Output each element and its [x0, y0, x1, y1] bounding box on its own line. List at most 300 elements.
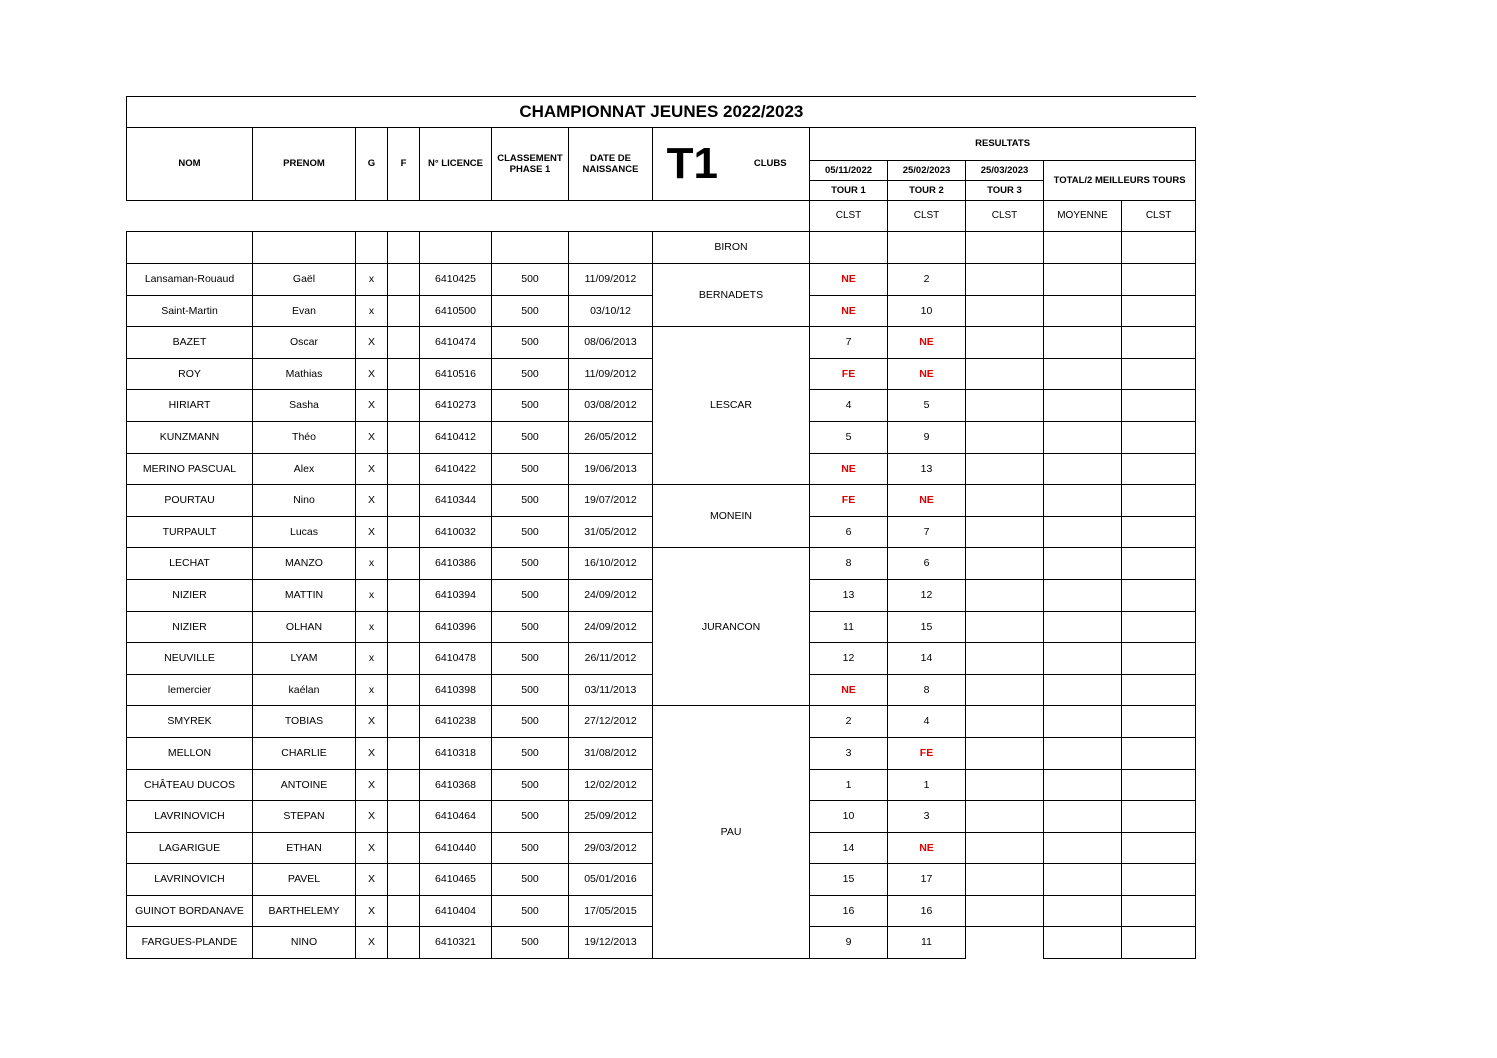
results-sheet: [126, 96, 1193, 959]
header-clubs: CLUBS: [732, 128, 810, 201]
cell-licence: 6410422: [420, 453, 492, 485]
cell-t3: [966, 895, 1044, 927]
cell-clst: [1122, 453, 1196, 485]
cell-moyenne: [1044, 895, 1122, 927]
cell-moyenne: [1044, 927, 1122, 959]
cell-f: [388, 390, 420, 422]
cell-g: [356, 232, 388, 264]
cell-g: x: [356, 674, 388, 706]
cell-t2-rank: 8: [888, 674, 966, 706]
cell-classement: 500: [492, 358, 569, 390]
cell-t2-rank: NE: [888, 832, 966, 864]
cell-prenom: MATTIN: [253, 579, 356, 611]
cell-clst: [1122, 421, 1196, 453]
cell-moyenne: [1044, 579, 1122, 611]
cell-moyenne: [1044, 548, 1122, 580]
cell-clst: [1122, 895, 1196, 927]
cell-g: X: [356, 864, 388, 896]
cell-t1-rank: 7: [810, 327, 888, 359]
cell-f: [388, 327, 420, 359]
cell-t2-rank: 4: [888, 706, 966, 738]
cell-t2-rank: 9: [888, 421, 966, 453]
cell-t1-rank: 2: [810, 706, 888, 738]
cell-f: [388, 358, 420, 390]
header-g: G: [356, 128, 388, 201]
cell-f: [388, 895, 420, 927]
cell-g: x: [356, 295, 388, 327]
table-row: [127, 327, 1196, 359]
cell-clst: [1122, 579, 1196, 611]
header-spacer: [127, 201, 810, 232]
cell-t3: [966, 453, 1044, 485]
results-table: [126, 96, 1196, 959]
cell-moyenne: [1044, 643, 1122, 675]
cell-t1-rank: NE: [810, 295, 888, 327]
header-resultats: RESULTATS: [810, 128, 1196, 161]
cell-f: [388, 737, 420, 769]
cell-g: X: [356, 927, 388, 959]
cell-t3: [966, 769, 1044, 801]
table-row: [127, 706, 1196, 738]
cell-f: [388, 927, 420, 959]
cell-g: x: [356, 548, 388, 580]
header-clst-2: CLST: [888, 201, 966, 232]
cell-prenom: PAVEL: [253, 864, 356, 896]
cell-f: [388, 769, 420, 801]
cell-licence: 6410368: [420, 769, 492, 801]
cell-t3: [966, 548, 1044, 580]
header-clst-total: CLST: [1122, 201, 1196, 232]
cell-prenom: STEPAN: [253, 801, 356, 833]
cell-g: x: [356, 611, 388, 643]
cell-nom: HIRIART: [127, 390, 253, 422]
cell-prenom: Evan: [253, 295, 356, 327]
cell-nom: MERINO PASCUAL: [127, 453, 253, 485]
cell-g: X: [356, 421, 388, 453]
cell-moyenne: [1044, 232, 1122, 264]
cell-clst: [1122, 927, 1196, 959]
header-moyenne: MOYENNE: [1044, 201, 1122, 232]
cell-clst: [1122, 485, 1196, 517]
cell-t2-rank: 12: [888, 579, 966, 611]
cell-licence: 6410516: [420, 358, 492, 390]
cell-t3: [966, 801, 1044, 833]
cell-classement: 500: [492, 548, 569, 580]
cell-licence: 6410321: [420, 927, 492, 959]
cell-moyenne: [1044, 769, 1122, 801]
cell-t2-rank: 11: [888, 927, 966, 959]
cell-g: X: [356, 706, 388, 738]
cell-prenom: MANZO: [253, 548, 356, 580]
cell-classement: 500: [492, 832, 569, 864]
header-clst-1: CLST: [810, 201, 888, 232]
cell-t2-rank: 5: [888, 390, 966, 422]
cell-nom: LAGARIGUE: [127, 832, 253, 864]
cell-classement: 500: [492, 516, 569, 548]
cell-licence: 6410398: [420, 674, 492, 706]
cell-naissance: 31/05/2012: [569, 516, 653, 548]
cell-t3: [966, 390, 1044, 422]
cell-naissance: 05/01/2016: [569, 864, 653, 896]
cell-f: [388, 548, 420, 580]
cell-clst: [1122, 232, 1196, 264]
club-name: JURANCON: [653, 548, 810, 706]
cell-moyenne: [1044, 516, 1122, 548]
cell-t3: [966, 579, 1044, 611]
cell-licence: 6410440: [420, 832, 492, 864]
cell-nom: NIZIER: [127, 611, 253, 643]
cell-t1-rank: 9: [810, 927, 888, 959]
cell-prenom: NINO: [253, 927, 356, 959]
cell-licence: 6410425: [420, 264, 492, 296]
table-row: [127, 264, 1196, 296]
cell-f: [388, 579, 420, 611]
cell-g: X: [356, 390, 388, 422]
cell-nom: NIZIER: [127, 579, 253, 611]
cell-t2-rank: 7: [888, 516, 966, 548]
cell-g: X: [356, 516, 388, 548]
cell-t2-rank: NE: [888, 327, 966, 359]
cell-t3: [966, 674, 1044, 706]
cell-g: X: [356, 737, 388, 769]
cell-clst: [1122, 327, 1196, 359]
cell-nom: lemercier: [127, 674, 253, 706]
cell-naissance: 08/06/2013: [569, 327, 653, 359]
cell-t3: [966, 485, 1044, 517]
cell-f: [388, 643, 420, 675]
cell-g: X: [356, 327, 388, 359]
cell-nom: KUNZMANN: [127, 421, 253, 453]
cell-t2-rank: 13: [888, 453, 966, 485]
cell-nom: LAVRINOVICH: [127, 864, 253, 896]
cell-nom: Saint-Martin: [127, 295, 253, 327]
cell-licence: 6410474: [420, 327, 492, 359]
cell-prenom: Sasha: [253, 390, 356, 422]
cell-t2-rank: NE: [888, 485, 966, 517]
cell-clst: [1122, 737, 1196, 769]
cell-t2-rank: 15: [888, 611, 966, 643]
cell-t3: [966, 232, 1044, 264]
cell-prenom: [253, 232, 356, 264]
cell-prenom: Lucas: [253, 516, 356, 548]
cell-classement: [492, 232, 569, 264]
cell-licence: 6410500: [420, 295, 492, 327]
cell-licence: 6410465: [420, 864, 492, 896]
cell-naissance: 19/12/2013: [569, 927, 653, 959]
cell-g: X: [356, 895, 388, 927]
cell-t2-rank: 10: [888, 295, 966, 327]
cell-f: [388, 864, 420, 896]
cell-t3: [966, 832, 1044, 864]
cell-classement: 500: [492, 643, 569, 675]
cell-licence: 6410273: [420, 390, 492, 422]
club-name: BERNADETS: [653, 264, 810, 327]
cell-licence: 6410404: [420, 895, 492, 927]
tour2-date: 25/02/2023: [888, 161, 966, 181]
cell-t3: [966, 295, 1044, 327]
cell-clst: [1122, 390, 1196, 422]
cell-t2-rank: 3: [888, 801, 966, 833]
cell-prenom: OLHAN: [253, 611, 356, 643]
cell-nom: Lansaman-Rouaud: [127, 264, 253, 296]
cell-moyenne: [1044, 832, 1122, 864]
cell-classement: 500: [492, 927, 569, 959]
cell-moyenne: [1044, 674, 1122, 706]
cell-naissance: 19/07/2012: [569, 485, 653, 517]
header-naissance: DATE DE NAISSANCE: [569, 128, 653, 201]
cell-t1-rank: 3: [810, 737, 888, 769]
cell-t3: [966, 516, 1044, 548]
cell-g: x: [356, 579, 388, 611]
cell-naissance: 27/12/2012: [569, 706, 653, 738]
cell-nom: CHÂTEAU DUCOS: [127, 769, 253, 801]
cell-prenom: Gaël: [253, 264, 356, 296]
cell-t3: [966, 358, 1044, 390]
cell-prenom: Oscar: [253, 327, 356, 359]
cell-t1-rank: 5: [810, 421, 888, 453]
cell-clst: [1122, 611, 1196, 643]
club-name: PAU: [653, 706, 810, 959]
cell-f: [388, 706, 420, 738]
cell-f: [388, 611, 420, 643]
cell-t3: [966, 327, 1044, 359]
cell-t3: [966, 706, 1044, 738]
cell-classement: 500: [492, 390, 569, 422]
page-title: CHAMPIONNAT JEUNES 2022/2023: [127, 97, 1196, 128]
cell-t2-rank: 14: [888, 643, 966, 675]
cell-t2-rank: 17: [888, 864, 966, 896]
cell-clst: [1122, 358, 1196, 390]
cell-classement: 500: [492, 327, 569, 359]
header-clst-3: CLST: [966, 201, 1044, 232]
cell-f: [388, 674, 420, 706]
cell-g: X: [356, 485, 388, 517]
header-nom: NOM: [127, 128, 253, 201]
header-licence: N° LICENCE: [420, 128, 492, 201]
cell-classement: 500: [492, 453, 569, 485]
cell-naissance: 19/06/2013: [569, 453, 653, 485]
cell-t2-rank: 6: [888, 548, 966, 580]
cell-licence: 6410478: [420, 643, 492, 675]
cell-g: X: [356, 801, 388, 833]
cell-prenom: Nino: [253, 485, 356, 517]
cell-t1-rank: [810, 232, 888, 264]
cell-classement: 500: [492, 611, 569, 643]
cell-naissance: 29/03/2012: [569, 832, 653, 864]
cell-nom: GUINOT BORDANAVE: [127, 895, 253, 927]
table-row: [127, 485, 1196, 517]
cell-t1-rank: NE: [810, 674, 888, 706]
cell-g: x: [356, 643, 388, 675]
cell-naissance: 16/10/2012: [569, 548, 653, 580]
cell-moyenne: [1044, 295, 1122, 327]
cell-t1-rank: 10: [810, 801, 888, 833]
cell-licence: 6410386: [420, 548, 492, 580]
cell-moyenne: [1044, 390, 1122, 422]
cell-g: X: [356, 358, 388, 390]
cell-t1-rank: 15: [810, 864, 888, 896]
cell-licence: 6410394: [420, 579, 492, 611]
cell-naissance: 26/05/2012: [569, 421, 653, 453]
cell-f: [388, 801, 420, 833]
cell-clst: [1122, 295, 1196, 327]
cell-f: [388, 232, 420, 264]
cell-g: X: [356, 769, 388, 801]
cell-nom: LAVRINOVICH: [127, 801, 253, 833]
cell-licence: 6410344: [420, 485, 492, 517]
cell-prenom: CHARLIE: [253, 737, 356, 769]
cell-clst: [1122, 832, 1196, 864]
cell-t3: [966, 927, 1044, 959]
cell-classement: 500: [492, 706, 569, 738]
cell-classement: 500: [492, 864, 569, 896]
cell-nom: ROY: [127, 358, 253, 390]
cell-t1-rank: 14: [810, 832, 888, 864]
cell-g: X: [356, 453, 388, 485]
cell-moyenne: [1044, 801, 1122, 833]
cell-prenom: Mathias: [253, 358, 356, 390]
header-f: F: [388, 128, 420, 201]
cell-prenom: ETHAN: [253, 832, 356, 864]
cell-prenom: LYAM: [253, 643, 356, 675]
cell-prenom: Alex: [253, 453, 356, 485]
cell-naissance: 31/08/2012: [569, 737, 653, 769]
cell-clst: [1122, 801, 1196, 833]
cell-nom: SMYREK: [127, 706, 253, 738]
cell-naissance: 03/10/12: [569, 295, 653, 327]
cell-prenom: Théo: [253, 421, 356, 453]
cell-nom: POURTAU: [127, 485, 253, 517]
cell-t2-rank: 1: [888, 769, 966, 801]
tableau-label: T1: [653, 128, 732, 201]
cell-moyenne: [1044, 358, 1122, 390]
cell-naissance: 24/09/2012: [569, 611, 653, 643]
cell-t3: [966, 864, 1044, 896]
cell-classement: 500: [492, 295, 569, 327]
tour3-label: TOUR 3: [966, 181, 1044, 201]
cell-t1-rank: 11: [810, 611, 888, 643]
cell-f: [388, 485, 420, 517]
cell-t3: [966, 421, 1044, 453]
club-name: LESCAR: [653, 327, 810, 485]
header-total: TOTAL/2 MEILLEURS TOURS: [1044, 161, 1196, 201]
cell-licence: 6410318: [420, 737, 492, 769]
cell-t1-rank: 13: [810, 579, 888, 611]
cell-t3: [966, 611, 1044, 643]
cell-classement: 500: [492, 769, 569, 801]
cell-classement: 500: [492, 737, 569, 769]
cell-t1-rank: FE: [810, 485, 888, 517]
cell-moyenne: [1044, 421, 1122, 453]
cell-t1-rank: 4: [810, 390, 888, 422]
cell-nom: NEUVILLE: [127, 643, 253, 675]
table-row: [127, 232, 1196, 264]
tour1-date: 05/11/2022: [810, 161, 888, 181]
cell-nom: TURPAULT: [127, 516, 253, 548]
cell-t1-rank: FE: [810, 358, 888, 390]
tour3-date: 25/03/2023: [966, 161, 1044, 181]
header-prenom: PRENOM: [253, 128, 356, 201]
club-name: BIRON: [653, 232, 810, 264]
cell-t2-rank: [888, 232, 966, 264]
cell-naissance: 26/11/2012: [569, 643, 653, 675]
cell-naissance: 24/09/2012: [569, 579, 653, 611]
cell-clst: [1122, 674, 1196, 706]
cell-clst: [1122, 643, 1196, 675]
cell-licence: 6410238: [420, 706, 492, 738]
cell-naissance: 11/09/2012: [569, 264, 653, 296]
club-name: MONEIN: [653, 485, 810, 548]
cell-t2-rank: FE: [888, 737, 966, 769]
cell-moyenne: [1044, 264, 1122, 296]
cell-nom: LECHAT: [127, 548, 253, 580]
cell-moyenne: [1044, 485, 1122, 517]
cell-naissance: 03/11/2013: [569, 674, 653, 706]
cell-naissance: 11/09/2012: [569, 358, 653, 390]
cell-classement: 500: [492, 264, 569, 296]
cell-nom: MELLON: [127, 737, 253, 769]
cell-f: [388, 264, 420, 296]
cell-classement: 500: [492, 421, 569, 453]
cell-classement: 500: [492, 579, 569, 611]
cell-g: x: [356, 264, 388, 296]
cell-clst: [1122, 264, 1196, 296]
cell-licence: 6410032: [420, 516, 492, 548]
cell-classement: 500: [492, 674, 569, 706]
cell-naissance: 12/02/2012: [569, 769, 653, 801]
cell-classement: 500: [492, 485, 569, 517]
cell-naissance: [569, 232, 653, 264]
cell-naissance: 25/09/2012: [569, 801, 653, 833]
cell-nom: FARGUES-PLANDE: [127, 927, 253, 959]
cell-t3: [966, 737, 1044, 769]
cell-licence: [420, 232, 492, 264]
cell-prenom: kaélan: [253, 674, 356, 706]
cell-prenom: TOBIAS: [253, 706, 356, 738]
cell-nom: BAZET: [127, 327, 253, 359]
cell-f: [388, 453, 420, 485]
cell-moyenne: [1044, 864, 1122, 896]
cell-clst: [1122, 706, 1196, 738]
cell-moyenne: [1044, 327, 1122, 359]
tour2-label: TOUR 2: [888, 181, 966, 201]
cell-t2-rank: 2: [888, 264, 966, 296]
table-row: [127, 548, 1196, 580]
cell-moyenne: [1044, 611, 1122, 643]
cell-t2-rank: NE: [888, 358, 966, 390]
cell-moyenne: [1044, 706, 1122, 738]
cell-clst: [1122, 769, 1196, 801]
cell-clst: [1122, 516, 1196, 548]
cell-naissance: 17/05/2015: [569, 895, 653, 927]
cell-t2-rank: 16: [888, 895, 966, 927]
cell-t1-rank: NE: [810, 453, 888, 485]
cell-prenom: ANTOINE: [253, 769, 356, 801]
cell-nom: [127, 232, 253, 264]
cell-t3: [966, 264, 1044, 296]
cell-clst: [1122, 864, 1196, 896]
cell-t1-rank: 16: [810, 895, 888, 927]
cell-t3: [966, 643, 1044, 675]
cell-classement: 500: [492, 801, 569, 833]
tour1-label: TOUR 1: [810, 181, 888, 201]
cell-f: [388, 832, 420, 864]
cell-licence: 6410396: [420, 611, 492, 643]
cell-naissance: 03/08/2012: [569, 390, 653, 422]
cell-t1-rank: NE: [810, 264, 888, 296]
header-classement: CLASSEMENT PHASE 1: [492, 128, 569, 201]
cell-clst: [1122, 548, 1196, 580]
